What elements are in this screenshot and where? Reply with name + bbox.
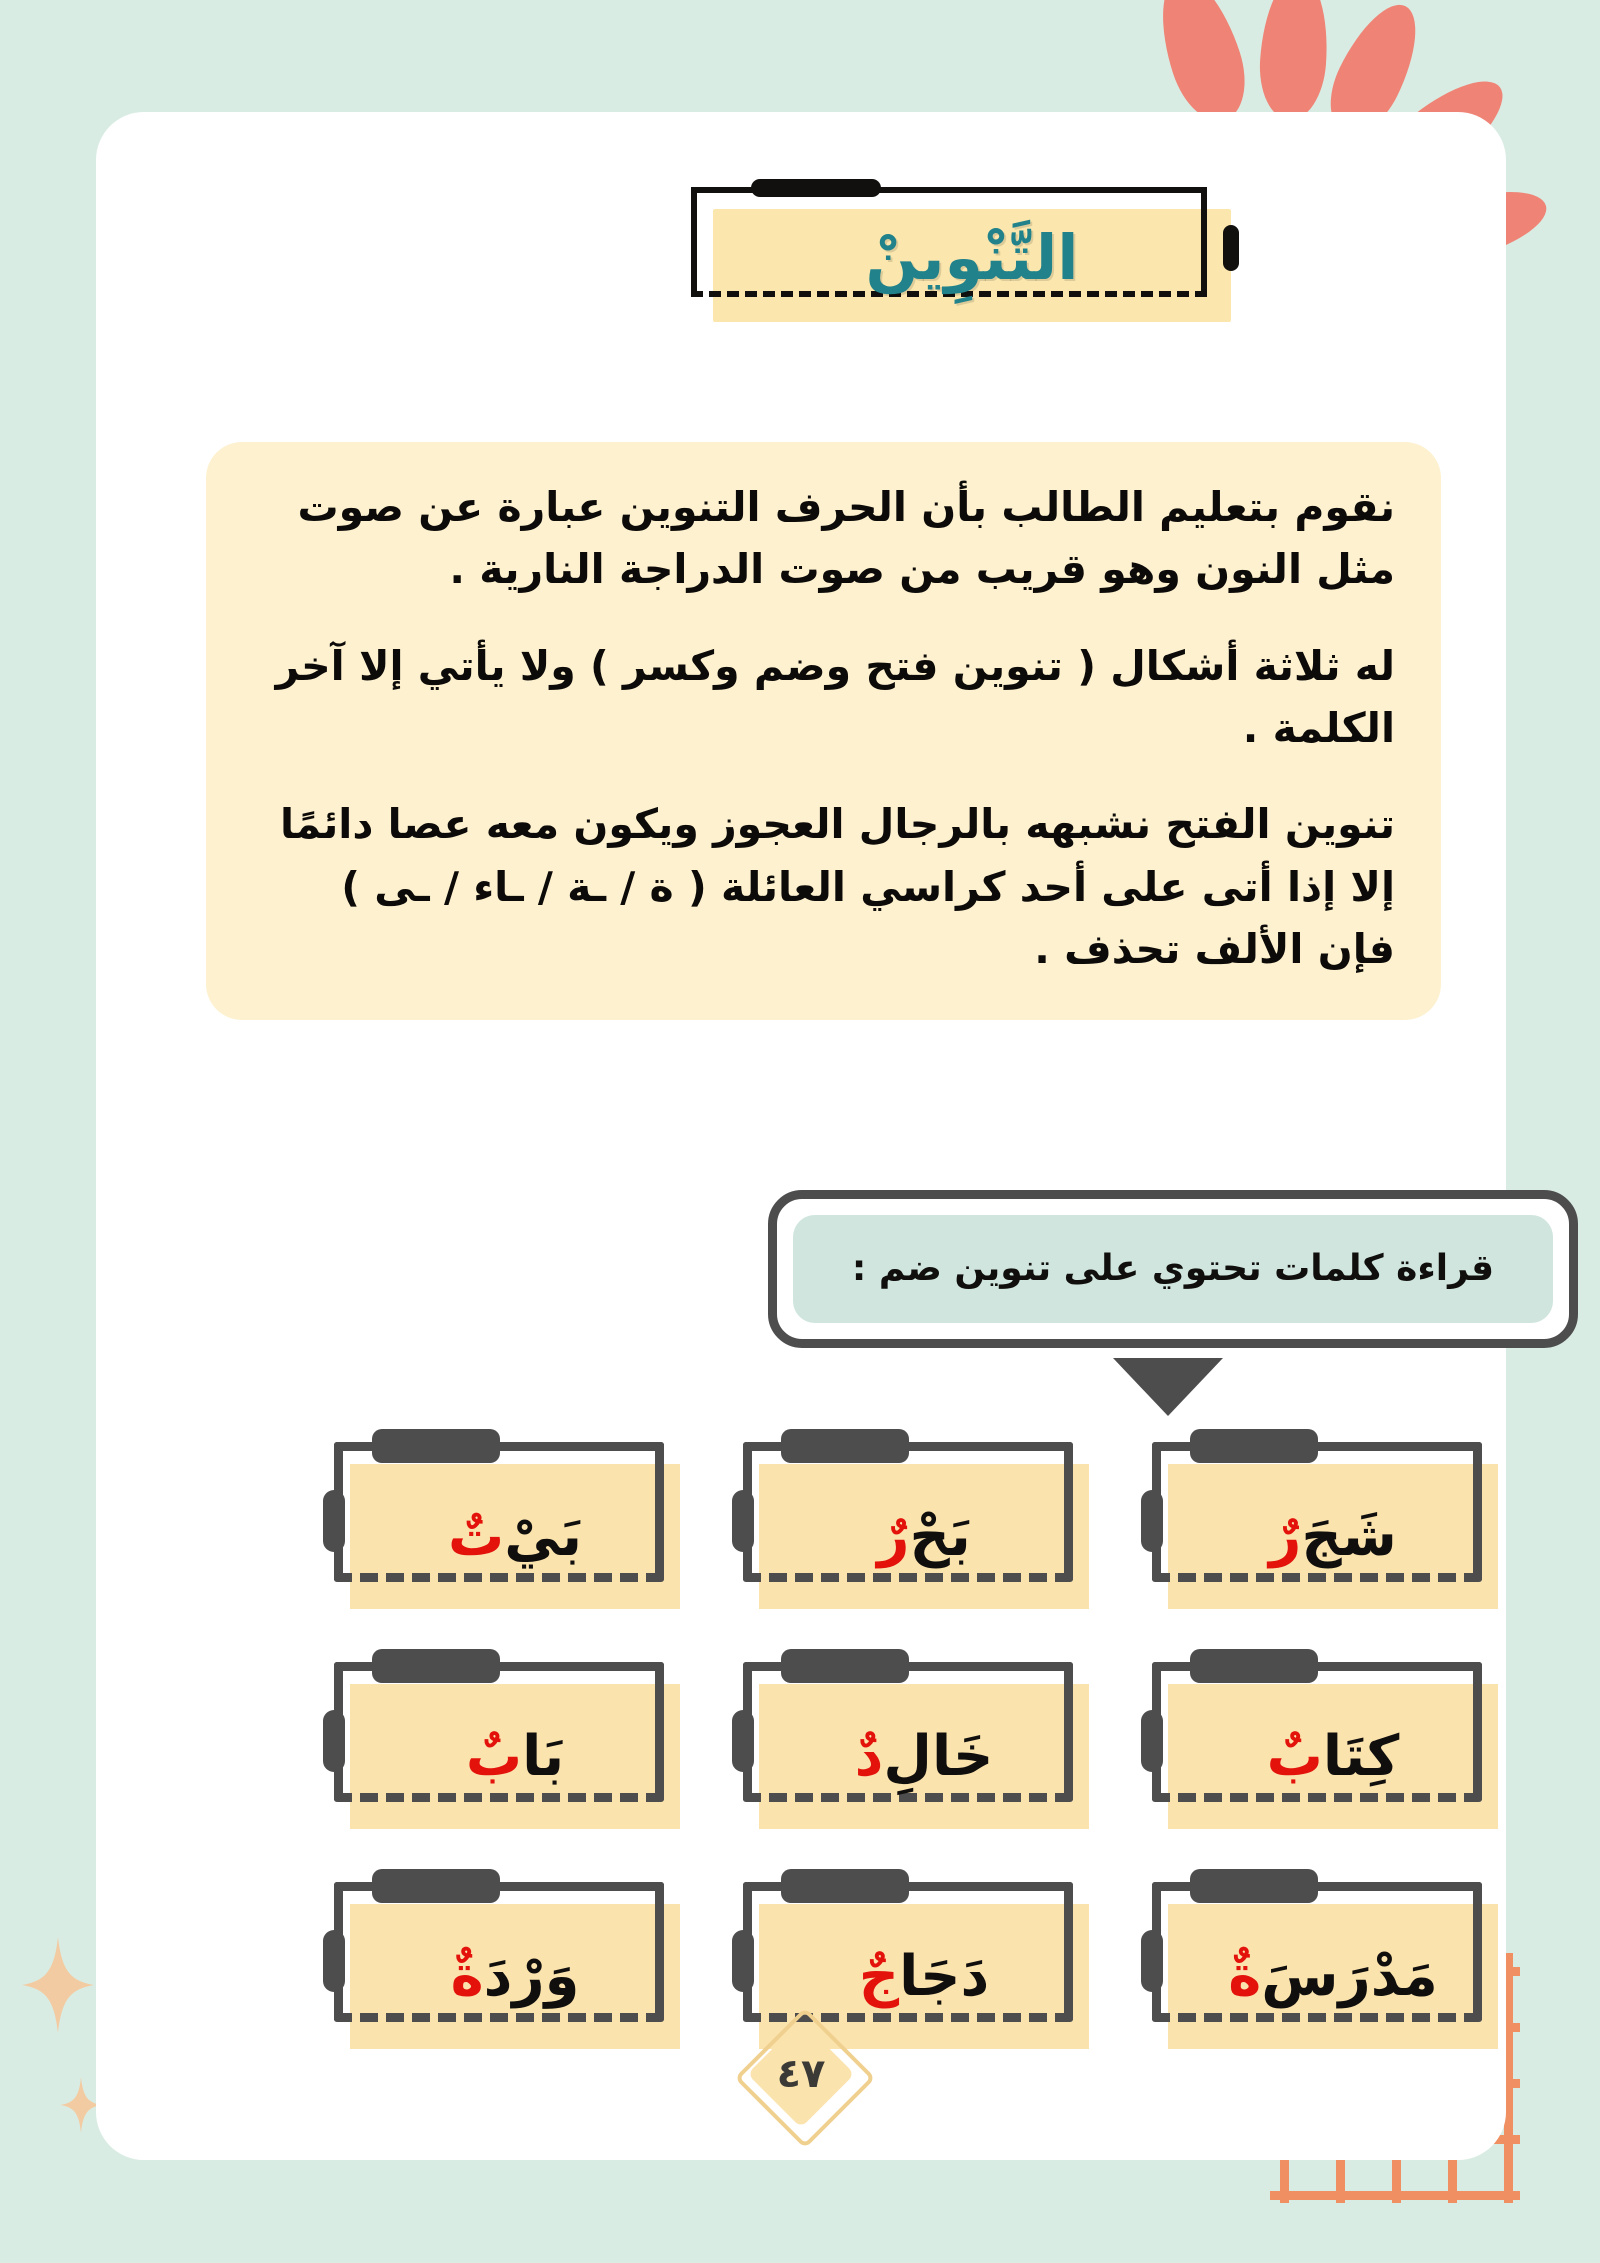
card-clip-top-icon [372,1649,500,1683]
word-tail: بٌ [465,1724,523,1789]
page-title-plaque [691,187,1231,322]
word-text [350,1684,680,1829]
word-head: شَجَ [1301,1504,1397,1569]
word-text [350,1904,680,2049]
word-card[interactable] [334,1662,686,1830]
page-number-badge [747,2020,855,2128]
card-clip-top-icon [781,1869,909,1903]
word-tail: جٌ [858,1944,900,2009]
explanation-panel [206,442,1441,1020]
card-clip-side-icon [323,1490,345,1552]
word-head: كِتَا [1322,1724,1400,1789]
card-clip-side-icon [1141,1490,1163,1552]
page-title: التَّنْوِينْ [865,221,1079,294]
explanation-line-2: له ثلاثة أشكال ( تنوين فتح وضم وكسر ) ولا يأتي إلا آخر الكلمة . [275,641,1395,752]
word-tail: تٌ [448,1504,505,1569]
down-arrow-icon [1113,1358,1223,1416]
word-card[interactable] [743,1662,1095,1830]
card-clip-top-icon [1190,1649,1318,1683]
word-row [334,1662,1504,1830]
word-card-grid [334,1442,1504,2050]
word-row [334,1442,1504,1610]
word-text [759,1684,1089,1829]
word-head: دَجَا [899,1944,990,2009]
word-head: بَيْ [504,1504,582,1569]
word-tail: ةٌ [1228,1944,1262,2009]
explanation-line-1: نقوم بتعليم الطالب بأن الحرف التنوين عبارة عن صوت مثل النون وهو قريب من صوت الدراجة النارية . [297,483,1395,594]
word-card[interactable] [743,1442,1095,1610]
card-clip-side-icon [1141,1930,1163,1992]
card-clip-side-icon [732,1490,754,1552]
word-tail: بٌ [1266,1724,1323,1789]
card-clip-side-icon [732,1930,754,1992]
word-head: بَا [522,1724,565,1789]
word-tail: دٌ [854,1724,884,1789]
word-card[interactable] [1152,1442,1504,1610]
word-row [334,1882,1504,2050]
card-clip-top-icon [781,1649,909,1683]
instruction-outer-frame [768,1190,1578,1348]
word-card[interactable] [1152,1882,1504,2050]
page-card [96,112,1506,2160]
word-card[interactable] [1152,1662,1504,1830]
word-card[interactable] [334,1442,686,1610]
word-text [759,1464,1089,1609]
sparkle-decoration-large [22,1937,94,2033]
card-clip-side-icon [732,1710,754,1772]
instruction-callout [768,1190,1578,1348]
word-head: خَالِ [883,1724,994,1789]
word-head: بَحْ [909,1504,971,1569]
title-clip-top-icon [751,179,881,197]
word-text [1168,1904,1498,2049]
word-tail: رٌ [1269,1504,1302,1569]
explanation-line-3: تنوين الفتح نشبهه بالرجال العجوز ويكون معه عصا دائمًا إلا إذا أتى على أحد كراسي العائلة ( ة / ـة / ـاء / ـى ) فإن الألف تحذف . [280,800,1395,973]
card-clip-top-icon [1190,1429,1318,1463]
card-clip-top-icon [372,1869,500,1903]
word-head: وَرْدَ [483,1944,580,2009]
word-text [1168,1464,1498,1609]
card-clip-top-icon [372,1429,500,1463]
card-clip-top-icon [781,1429,909,1463]
word-text [350,1464,680,1609]
card-clip-side-icon [323,1930,345,1992]
word-text [1168,1684,1498,1829]
word-card[interactable] [334,1882,686,2050]
word-tail: ةٌ [450,1944,484,2009]
instruction-text: قراءة كلمات تحتوي على تنوين ضم : [793,1215,1553,1323]
page-number: ٤٧ [776,2051,826,2097]
card-clip-top-icon [1190,1869,1318,1903]
card-clip-side-icon [323,1710,345,1772]
word-tail: رٌ [877,1504,910,1569]
card-clip-side-icon [1141,1710,1163,1772]
word-head: مَدْرَسَ [1261,1944,1438,2009]
